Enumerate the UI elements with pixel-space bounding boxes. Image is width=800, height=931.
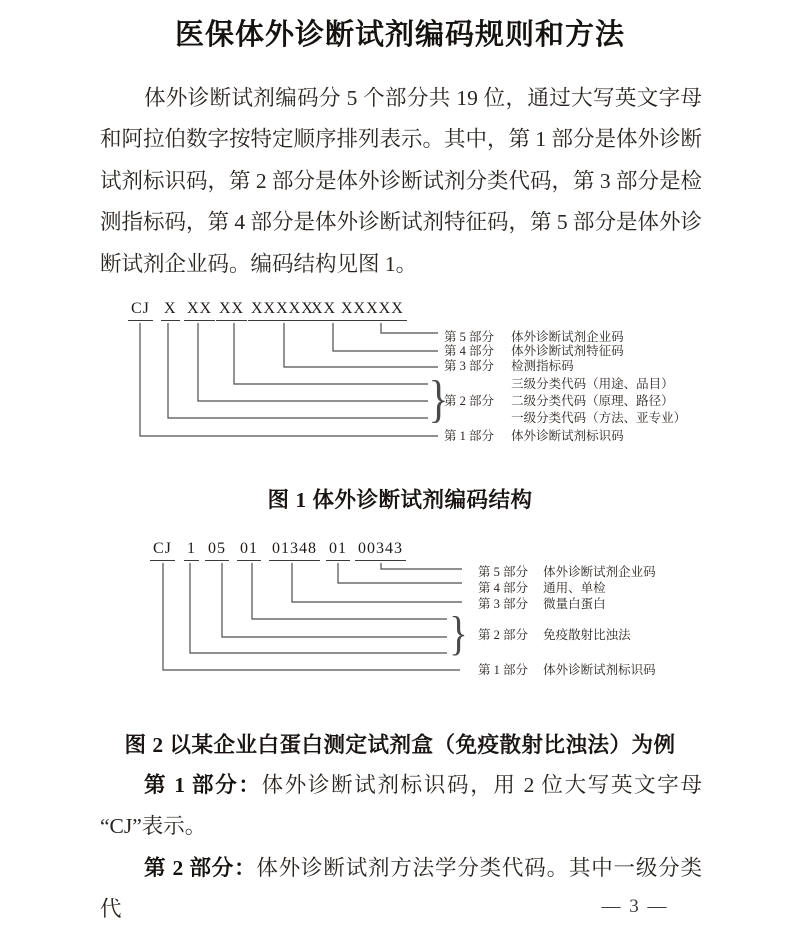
figure1-label-row xyxy=(444,359,574,373)
figure1-part-label: 第 3 部分 xyxy=(444,359,495,373)
intro-line: 和阿拉伯数字按特定顺序排列表示。其中，第 1 部分是体外诊断 xyxy=(100,127,703,152)
figure1-connector-lines xyxy=(0,300,800,465)
figure2-label-row xyxy=(478,628,631,642)
figure2-code-token: 01 xyxy=(326,540,350,561)
figure1-part-label: 第 5 部分 xyxy=(444,330,495,344)
part1-paragraph-line xyxy=(100,765,702,806)
figure2-part-label: 第 4 部分 xyxy=(478,581,529,595)
figure2-example-code-diagram xyxy=(0,540,800,690)
figure1-desc-label: 三级分类代码（用途、品目） xyxy=(511,377,674,391)
figure1-part-label: 第 2 部分 xyxy=(444,394,495,408)
figure1-desc-label: 体外诊断试剂特征码 xyxy=(511,344,624,358)
figure2-desc-label: 微量白蛋白 xyxy=(543,597,606,611)
intro-paragraph xyxy=(100,78,702,285)
figure2-desc-label: 体外诊断试剂企业码 xyxy=(543,565,656,579)
figure1-brace: } xyxy=(428,371,449,428)
figure1-code-token: XX xyxy=(308,300,339,321)
figure1-desc-label: 二级分类代码（原理、路径） xyxy=(511,394,674,408)
figure1-desc-label: 体外诊断试剂标识码 xyxy=(511,429,624,443)
figure2-label-row xyxy=(478,565,656,579)
figure1-part-label: 第 1 部分 xyxy=(444,429,495,443)
figure1-label-row xyxy=(444,394,674,408)
figure1-code-token: XX xyxy=(216,300,247,321)
intro-line: 断试剂企业码。编码结构见图 1。 xyxy=(100,251,418,276)
part1-text: 体外诊断试剂标识码，用 2 位大写英文字母 xyxy=(261,773,702,797)
figure2-desc-label: 体外诊断试剂标识码 xyxy=(543,663,656,677)
figure2-label-row xyxy=(478,663,656,677)
figure2-code-token: 01348 xyxy=(269,540,320,561)
figure1-label-row xyxy=(444,377,674,391)
page-number: — 3 — xyxy=(601,896,669,917)
figure1-caption: 图 1 体外诊断试剂编码结构 xyxy=(267,488,533,512)
figure2-caption: 图 2 以某企业白蛋白测定试剂盒（免疫散射比浊法）为例 xyxy=(124,733,676,757)
figure1-code-token: XXXXX xyxy=(248,300,317,321)
figure2-part-label: 第 1 部分 xyxy=(478,663,529,677)
figure2-part-label: 第 2 部分 xyxy=(478,628,529,642)
figure2-label-row xyxy=(478,581,606,595)
figure2-connector-lines xyxy=(0,540,800,690)
figure2-label-row xyxy=(478,597,606,611)
figure1-label-row xyxy=(444,429,624,443)
figure2-brace: } xyxy=(449,607,468,660)
figure1-code-token: XX xyxy=(184,300,215,321)
figure2-code-token: 00343 xyxy=(355,540,406,561)
figure2-code-token: 1 xyxy=(184,540,199,561)
intro-line: 试剂标识码，第 2 部分是体外诊断试剂分类代码，第 3 部分是检 xyxy=(100,168,703,193)
figure1-code-structure-diagram xyxy=(0,300,800,465)
page-title: 医保体外诊断试剂编码规则和方法 xyxy=(174,19,625,51)
figure1-part-label: 第 4 部分 xyxy=(444,344,495,358)
intro-line: 测指标码，第 4 部分是体外诊断试剂特征码，第 5 部分是体外诊 xyxy=(100,210,703,235)
figure1-label-row xyxy=(444,411,686,425)
part1-paragraph-line: “CJ”表示。 xyxy=(100,814,207,839)
figure1-desc-label: 一级分类代码（方法、亚专业） xyxy=(511,411,687,425)
figure1-code-token: X xyxy=(161,300,180,321)
figure2-desc-label: 通用、单检 xyxy=(543,581,606,595)
part2-paragraph-line xyxy=(100,848,702,931)
figure2-part-label: 第 3 部分 xyxy=(478,597,529,611)
figure2-part-label: 第 5 部分 xyxy=(478,565,529,579)
intro-line: 体外诊断试剂编码分 5 个部分共 19 位，通过大写英文字母 xyxy=(144,86,702,110)
figure1-desc-label: 体外诊断试剂企业码 xyxy=(511,330,624,344)
figure1-label-row xyxy=(444,330,624,344)
figure2-code-token: 05 xyxy=(205,540,229,561)
figure1-desc-label: 检测指标码 xyxy=(511,359,574,373)
figure1-code-token: XXXXX xyxy=(338,300,407,321)
figure2-code-token: 01 xyxy=(237,540,261,561)
part2-text: 体外诊断试剂方法学分类代码。其中一级分类代 xyxy=(100,855,702,922)
part1-lead: 第 1 部分： xyxy=(144,773,262,797)
figure2-desc-label: 免疫散射比浊法 xyxy=(543,628,631,642)
figure1-label-row xyxy=(444,344,624,358)
figure1-code-token: CJ xyxy=(128,300,153,321)
part2-lead: 第 2 部分： xyxy=(144,855,257,880)
figure2-code-token: CJ xyxy=(150,540,175,561)
